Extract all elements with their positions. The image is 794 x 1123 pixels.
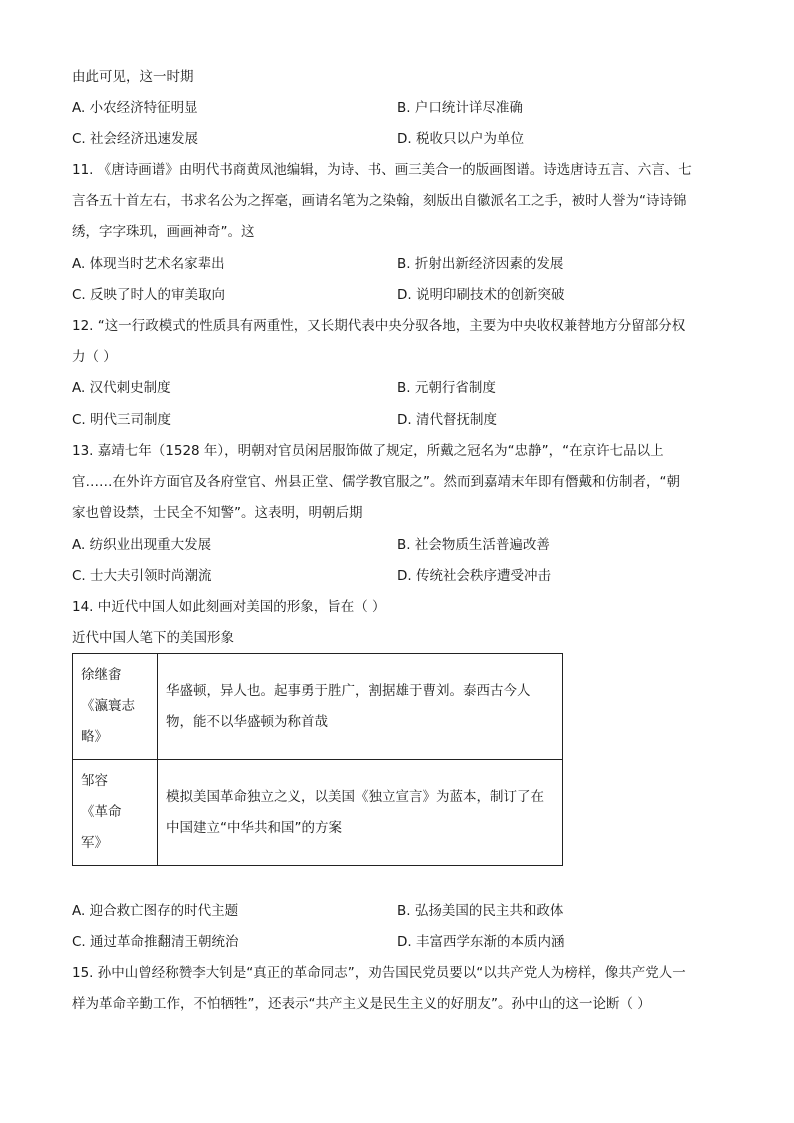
q10-option-a[interactable]: A. 小农经济特征明显 bbox=[72, 100, 198, 116]
table-row bbox=[73, 654, 563, 760]
quote-line: 华盛顿，异人也。起事勇于胜广，割据雄于曹刘。泰西古今人 bbox=[166, 682, 531, 699]
q11-option-c[interactable]: C. 反映了时人的审美取向 bbox=[72, 287, 226, 303]
quote-line: 中国建立“中华共和国”的方案 bbox=[166, 819, 342, 836]
q13-stem-line: 家也曾设禁，士民全不知警”。这表明，明朝后期 bbox=[72, 505, 363, 521]
table-cell-text bbox=[158, 760, 563, 866]
q13-option-d[interactable]: D. 传统社会秩序遭受冲击 bbox=[397, 568, 551, 584]
q14-stem: 14. 中近代中国人如此刻画对美国的形象，旨在（ ） bbox=[72, 599, 386, 615]
q14-table bbox=[72, 653, 563, 866]
q11-option-b[interactable]: B. 折射出新经济因素的发展 bbox=[397, 256, 564, 272]
q11-option-a[interactable]: A. 体现当时艺术名家辈出 bbox=[72, 256, 225, 272]
q11-option-d[interactable]: D. 说明印刷技术的创新突破 bbox=[397, 287, 565, 303]
q14-option-d[interactable]: D. 丰富西学东渐的本质内涵 bbox=[397, 934, 565, 950]
author-line: 邹容 bbox=[81, 773, 108, 789]
q15-stem-line: 样为革命辛勤工作，不怕牺牲”，还表示“共产主义是民生主义的好朋友”。孙中山的这一论断（ ） bbox=[72, 996, 651, 1012]
q13-option-c[interactable]: C. 士大夫引领时尚潮流 bbox=[72, 568, 212, 584]
author-line: 军》 bbox=[81, 835, 108, 851]
q11-stem-line: 绣，字字珠玑，画画神奇”。这 bbox=[72, 224, 255, 240]
q12-option-a[interactable]: A. 汉代刺史制度 bbox=[72, 380, 171, 396]
quote-line: 模拟美国革命独立之义，以美国《独立宣言》为蓝本，制订了在 bbox=[166, 788, 544, 805]
q12-option-d[interactable]: D. 清代督抚制度 bbox=[397, 412, 497, 428]
q13-stem-line: 13. 嘉靖七年（1528 年），明朝对官员闲居服饰做了规定，所戴之冠名为“忠静”，“在京许七品以上 bbox=[72, 443, 664, 459]
author-line: 徐继畬 bbox=[81, 667, 122, 683]
q13-option-b[interactable]: B. 社会物质生活普遍改善 bbox=[397, 537, 550, 553]
table-cell-text bbox=[158, 654, 563, 760]
quote-line: 物，能不以华盛顿为称首哉 bbox=[166, 713, 328, 730]
q11-stem-line: 言各五十首左右，书求名公为之挥毫，画请名笔为之染翰，刻版出自徽派名工之手，被时人誉为“诗诗锦 bbox=[72, 193, 687, 209]
q10-option-c[interactable]: C. 社会经济迅速发展 bbox=[72, 131, 199, 147]
q11-stem-line: 11. 《唐诗画谱》由明代书商黄凤池编辑，为诗、书、画三美合一的版画图谱。诗选唐诗五言、六言、七 bbox=[72, 162, 692, 178]
q12-option-c[interactable]: C. 明代三司制度 bbox=[72, 412, 172, 428]
q10-stem-tail: 由此可见，这一时期 bbox=[72, 69, 194, 85]
table-row bbox=[73, 760, 563, 866]
q13-stem-line: 官……在外许方面官及各府堂官、州县正堂、儒学教官服之”。然而到嘉靖末年即有僭戴和仿制者，“朝 bbox=[72, 474, 680, 490]
q12-stem-line: 力（ ） bbox=[72, 349, 117, 365]
q14-option-b[interactable]: B. 弘扬美国的民主共和政体 bbox=[397, 903, 564, 919]
q14-table-caption: 近代中国人笔下的美国形象 bbox=[72, 630, 234, 646]
q12-option-b[interactable]: B. 元朝行省制度 bbox=[397, 380, 496, 396]
q10-option-b[interactable]: B. 户口统计详尽准确 bbox=[397, 100, 523, 116]
author-line: 略》 bbox=[81, 729, 108, 745]
q14-option-a[interactable]: A. 迎合救亡图存的时代主题 bbox=[72, 903, 239, 919]
author-line: 《革命 bbox=[81, 804, 122, 820]
q14-option-c[interactable]: C. 通过革命推翻清王朝统治 bbox=[72, 934, 239, 950]
q10-option-d[interactable]: D. 税收只以户为单位 bbox=[397, 131, 524, 147]
table-cell-author bbox=[73, 760, 158, 866]
q15-stem-line: 15. 孙中山曾经称赞李大钊是“真正的革命同志”，劝告国民党员要以“以共产党人为榜样，像共产党人一 bbox=[72, 965, 686, 981]
author-line: 《瀛寰志 bbox=[81, 698, 135, 714]
q13-option-a[interactable]: A. 纺织业出现重大发展 bbox=[72, 537, 212, 553]
q12-stem-line: 12. “这一行政模式的性质具有两重性，又长期代表中央分驭各地，主要为中央收权兼替地方分留部分权 bbox=[72, 318, 686, 334]
table-cell-author bbox=[73, 654, 158, 760]
